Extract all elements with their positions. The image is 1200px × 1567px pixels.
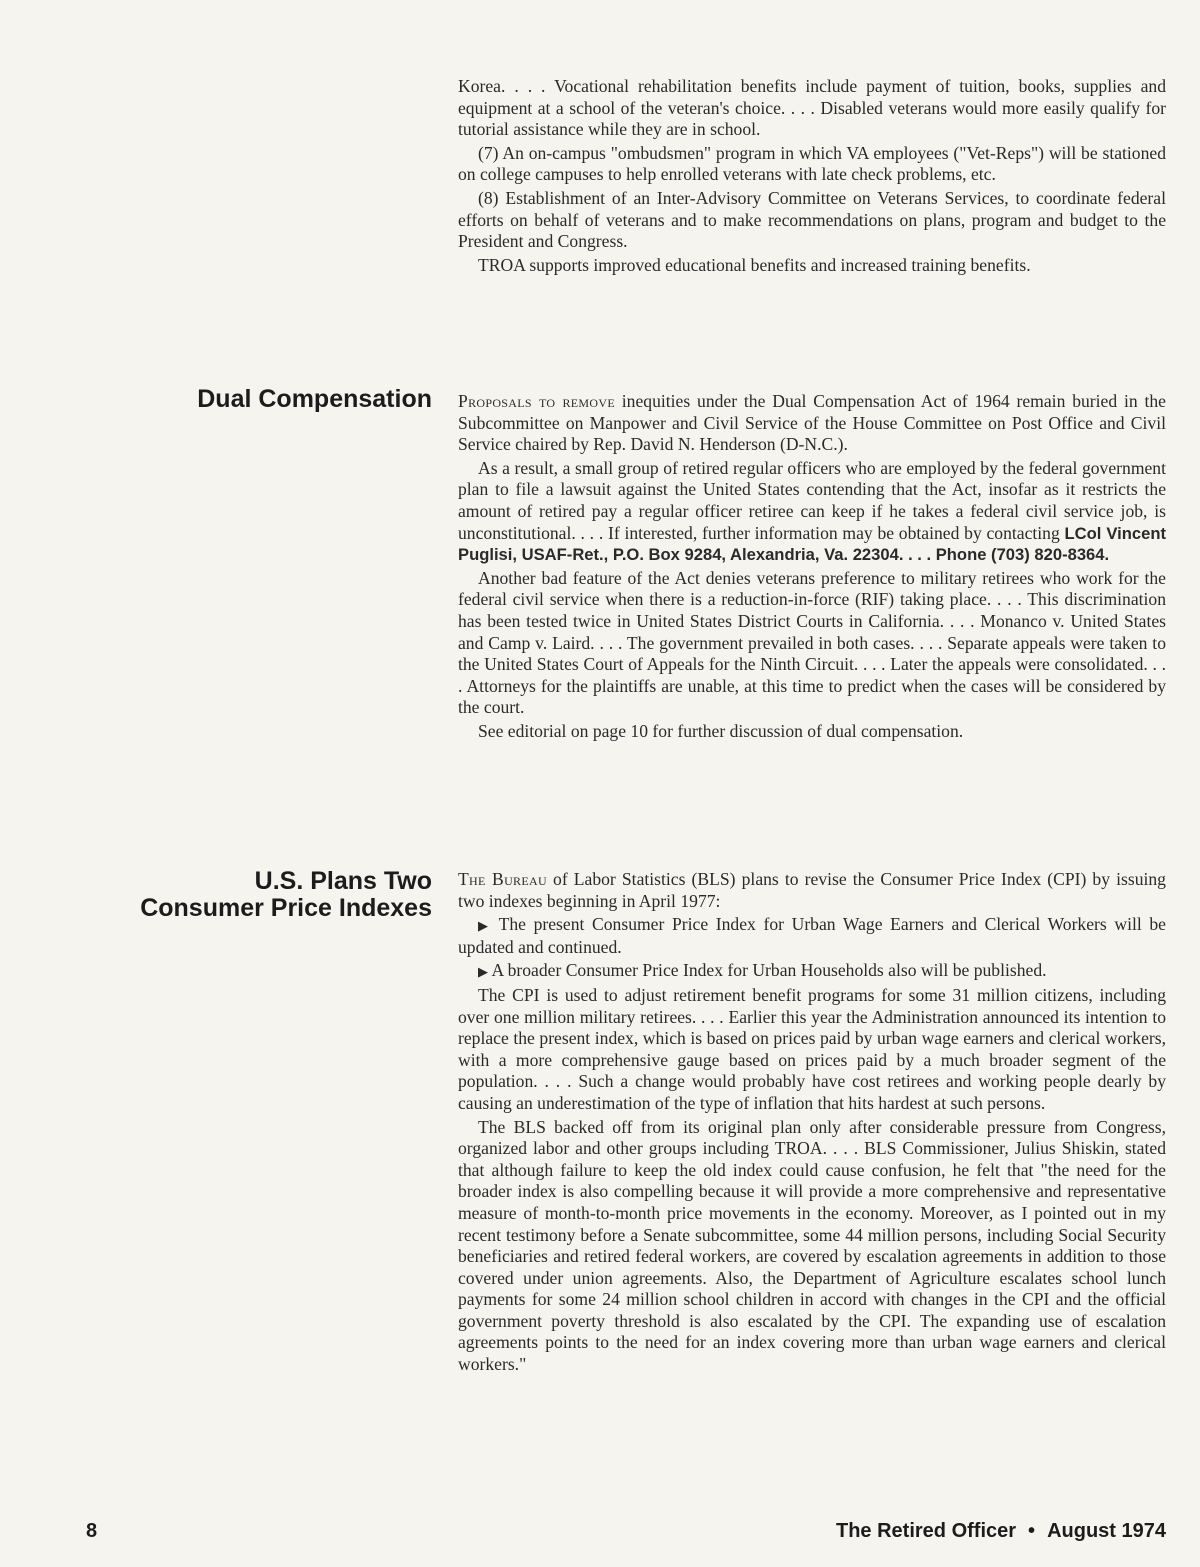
- consumer-price-column: [458, 869, 1166, 1378]
- bullet-text: The present Consumer Price Index for Urban Wage Earners and Clerical Workers will be updated and continued.: [458, 914, 1166, 957]
- publication-name: The Retired Officer: [836, 1520, 1017, 1542]
- section-heading-dual-compensation: Dual Compensation: [197, 385, 432, 413]
- publication-date: August 1974: [1047, 1520, 1166, 1542]
- paragraph-text: As a result, a small group of retired regular officers who are employed by the federal government plan to file a lawsuit against the United States contending that the Act, insofar as it restricts the amount of retired pay a regular officer retiree can keep if he takes a federal civil service job, is unconstitutional. . . . If interested, further information may be obtained by contacting: [458, 457, 1166, 543]
- triangle-bullet-icon: ▶: [478, 918, 492, 934]
- paragraph: [458, 391, 1166, 456]
- continuation-column: [458, 76, 1166, 278]
- paragraph: TROA supports improved educational benefits and increased training benefits.: [478, 254, 1031, 275]
- paragraph: [458, 458, 1166, 566]
- paragraph: Korea. . . . Vocational rehabilitation benefits include payment of tuition, books, supplies and equipment at a school of the veteran's choice. . . . Disabled veterans would more easily qualify for tutorial assistance while they are in school.: [458, 76, 1166, 140]
- heading-line: U.S. Plans Two: [254, 867, 432, 895]
- bullet-separator: •: [1028, 1520, 1036, 1542]
- dual-compensation-column: [458, 391, 1166, 745]
- paragraph: (7) An on-campus "ombudsmen" program in which VA employees ("Vet-Reps") will be stationed on college campuses to help enrolled veterans with late check problems, etc.: [458, 142, 1166, 185]
- heading-line: Consumer Price Indexes: [140, 894, 432, 922]
- paragraph: See editorial on page 10 for further discussion of dual compensation.: [478, 720, 964, 741]
- lead-small-caps: Proposals to remove: [458, 391, 615, 411]
- paragraph: (8) Establishment of an Inter-Advisory Committee on Veterans Services, to coordinate federal efforts on behalf of veterans and to make recommendations on plans, program and budget to the President and Congress.: [458, 187, 1166, 252]
- paragraph: The CPI is used to adjust retirement benefit programs for some 31 million citizens, including over one million military retirees. . . . Earlier this year the Administration announced its intention to replace the present index, which is based on prices paid by urban wage earners and clerical workers, with a more comprehensive gauge based on prices paid by a much broader segment of the population. . . . Such a change would probably have cost retirees and working people dearly by causing an underestimation of the type of inflation that hits hardest at such persons.: [458, 984, 1166, 1113]
- bullet-item: [458, 960, 1166, 983]
- paragraph: The BLS backed off from its original plan only after considerable pressure from Congress, organized labor and other groups including TROA. . . . BLS Commissioner, Julius Shiskin, stated that although failure to keep the old index could cause confusion, he felt that "the need for the broader index is also compelling because it will provide a more comprehensive and representative measure of month-to-month price movements in the economy. Moreover, as I pointed out in my recent testimony before a Senate subcommittee, some 44 million persons, including Social Security beneficiaries and retired federal workers, are covered by escalation agreements in addition to those covered under union agreements. Also, the Department of Agriculture escalates school lunch payments for some 24 million school children in accord with changes in the CPI and the official government poverty threshold is also escalated by the CPI. The expanding use of escalation agreements points to the need for an index covering more than urban wage earners and clerical workers.": [458, 1116, 1166, 1375]
- contact-info: LCol Vincent Puglisi, USAF-Ret., P.O. Box 9284, Alexandria, Va. 22304. . . . Phone (703) 820-8364.: [458, 523, 1166, 565]
- lead-small-caps: The Bureau: [458, 869, 547, 889]
- section-heading-consumer-price-indexes: [140, 868, 432, 922]
- paragraph: Another bad feature of the Act denies veterans preference to military retirees who work for the federal civil service when there is a reduction-in-force (RIF) taking place. . . . This discrimination has been tested twice in United States District Courts in California. . . . Monanco v. United States and Camp v. Laird. . . . The government prevailed in both cases. . . . Separate appeals were taken to the United States Court of Appeals for the Ninth Circuit. . . . Later the appeals were consolidated. . . . Attorneys for the plaintiffs are unable, at this time to predict when the cases will be considered by the court.: [458, 567, 1166, 718]
- paragraph: [458, 869, 1166, 912]
- bullet-text: A broader Consumer Price Index for Urban Households also will be published.: [491, 960, 1047, 981]
- bullet-item: [458, 914, 1166, 958]
- triangle-bullet-icon: ▶: [478, 964, 488, 980]
- paragraph-text: inequities under the Dual Compensation Act of 1964 remain buried in the Subcommittee on Manpower and Civil Service of the House Committee on Post Office and Civil Service chaired by Rep. David N. Henderson (D-N.C.).: [458, 391, 1166, 455]
- page-number: 8: [86, 1520, 98, 1542]
- publication-footer: [836, 1520, 1166, 1543]
- paragraph-text: of Labor Statistics (BLS) plans to revise the Consumer Price Index (CPI) by issuing two indexes beginning in April 1977:: [458, 869, 1166, 911]
